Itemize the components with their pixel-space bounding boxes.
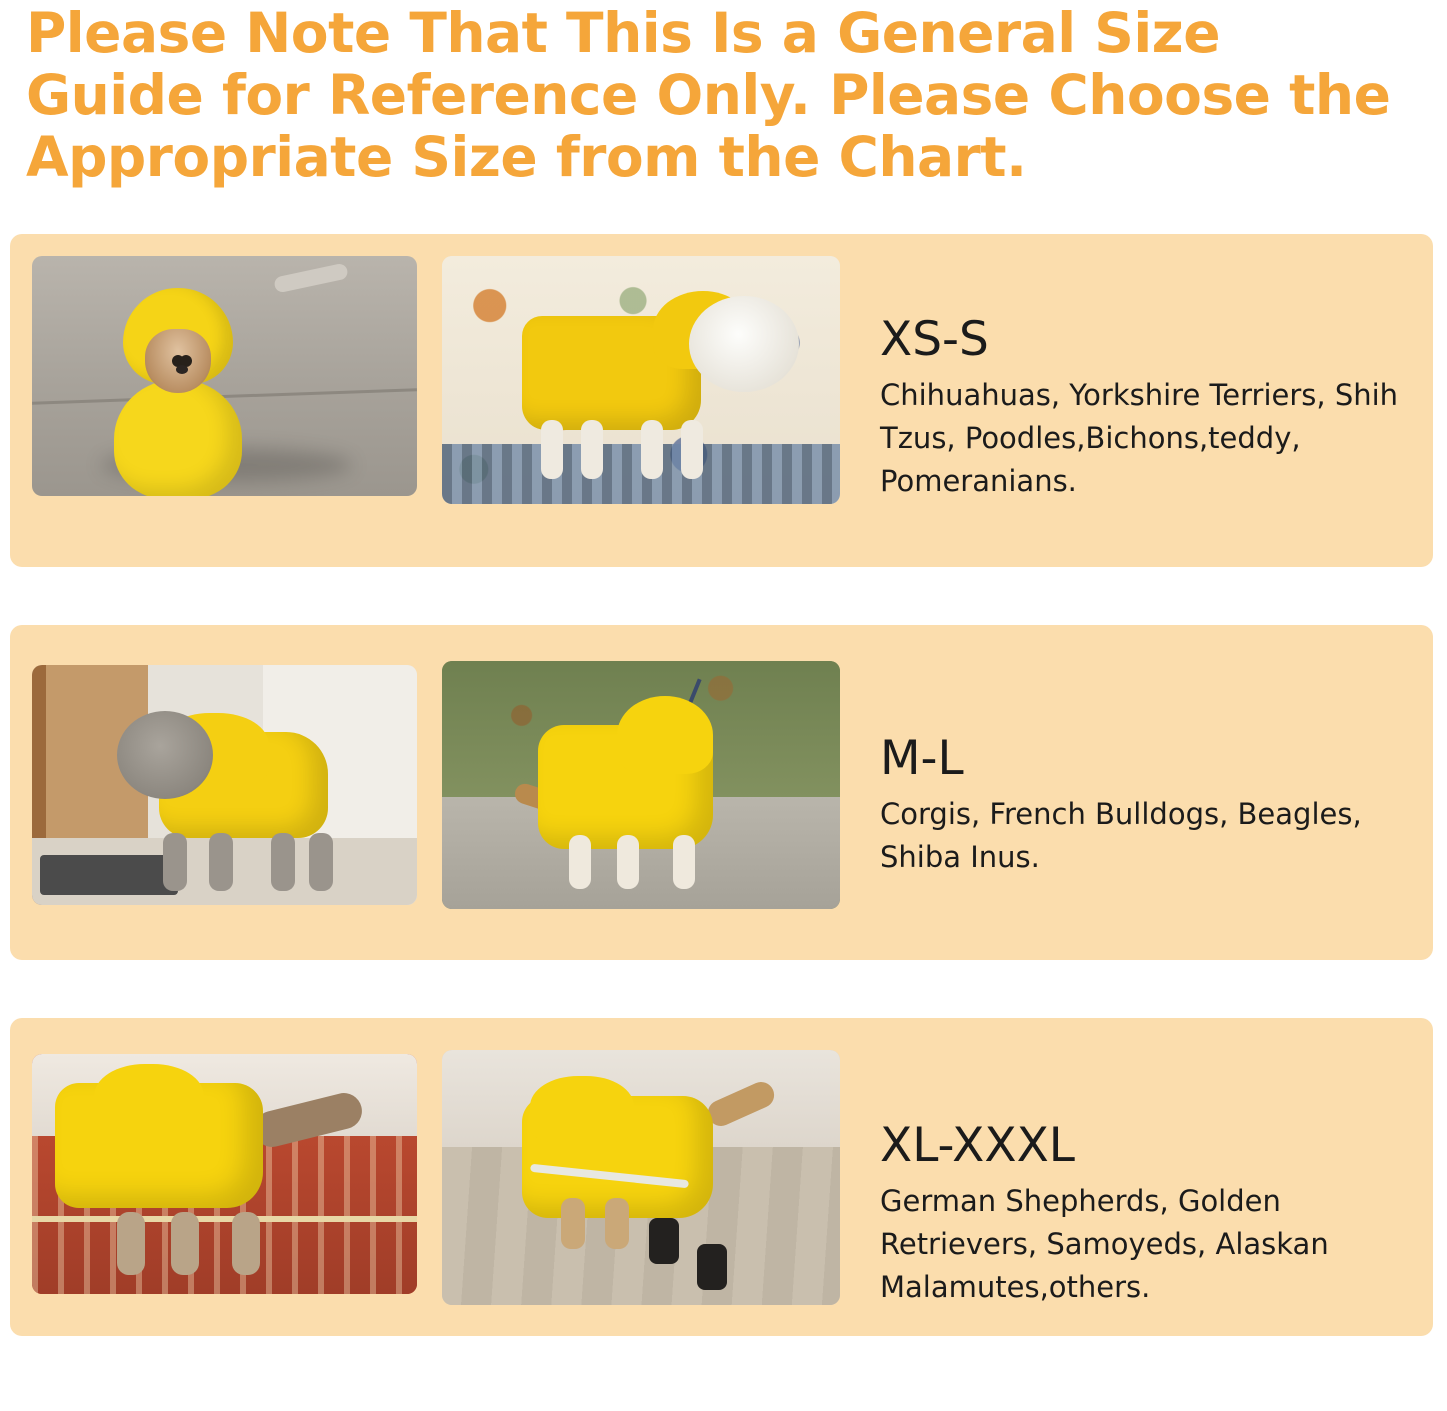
size-breeds: German Shepherds, Golden Retrievers, Samoyeds, Alaskan Malamutes,others. — [880, 1184, 1329, 1304]
size-text-xs-s — [880, 256, 1433, 503]
photo-large-dog-raincoat-rug — [32, 1054, 417, 1294]
size-label: M-L — [880, 731, 964, 786]
photo-small-tan-dog-raincoat — [32, 256, 417, 496]
size-breeds: Chihuahuas, Yorkshire Terriers, Shih Tzus, Poodles,Bichons,teddy, Pomeranians. — [880, 378, 1399, 498]
size-row-m-l — [10, 625, 1433, 960]
photo-white-poodle-raincoat-couch — [442, 256, 840, 504]
photo-dog-raincoat-sidewalk-leash — [442, 661, 840, 909]
page-title: Please Note That This Is a General Size Guide for Reference Only. Please Choose the Appropriate Size from the Chart. — [26, 1, 1391, 189]
photo-large-dog-raincoat-boots-wood-floor — [442, 1050, 840, 1305]
photo-grey-doodle-raincoat-door — [32, 665, 417, 905]
size-rows — [10, 234, 1437, 1336]
size-label: XS-S — [880, 312, 989, 367]
size-text-xl-xxxl — [880, 1040, 1433, 1309]
size-breeds: Corgis, French Bulldogs, Beagles, Shiba Inus. — [880, 797, 1362, 874]
size-text-m-l — [880, 647, 1433, 879]
size-row-xs-s — [10, 234, 1433, 567]
size-label: XL-XXXL — [880, 1118, 1075, 1173]
size-row-xl-xxxl — [10, 1018, 1433, 1336]
